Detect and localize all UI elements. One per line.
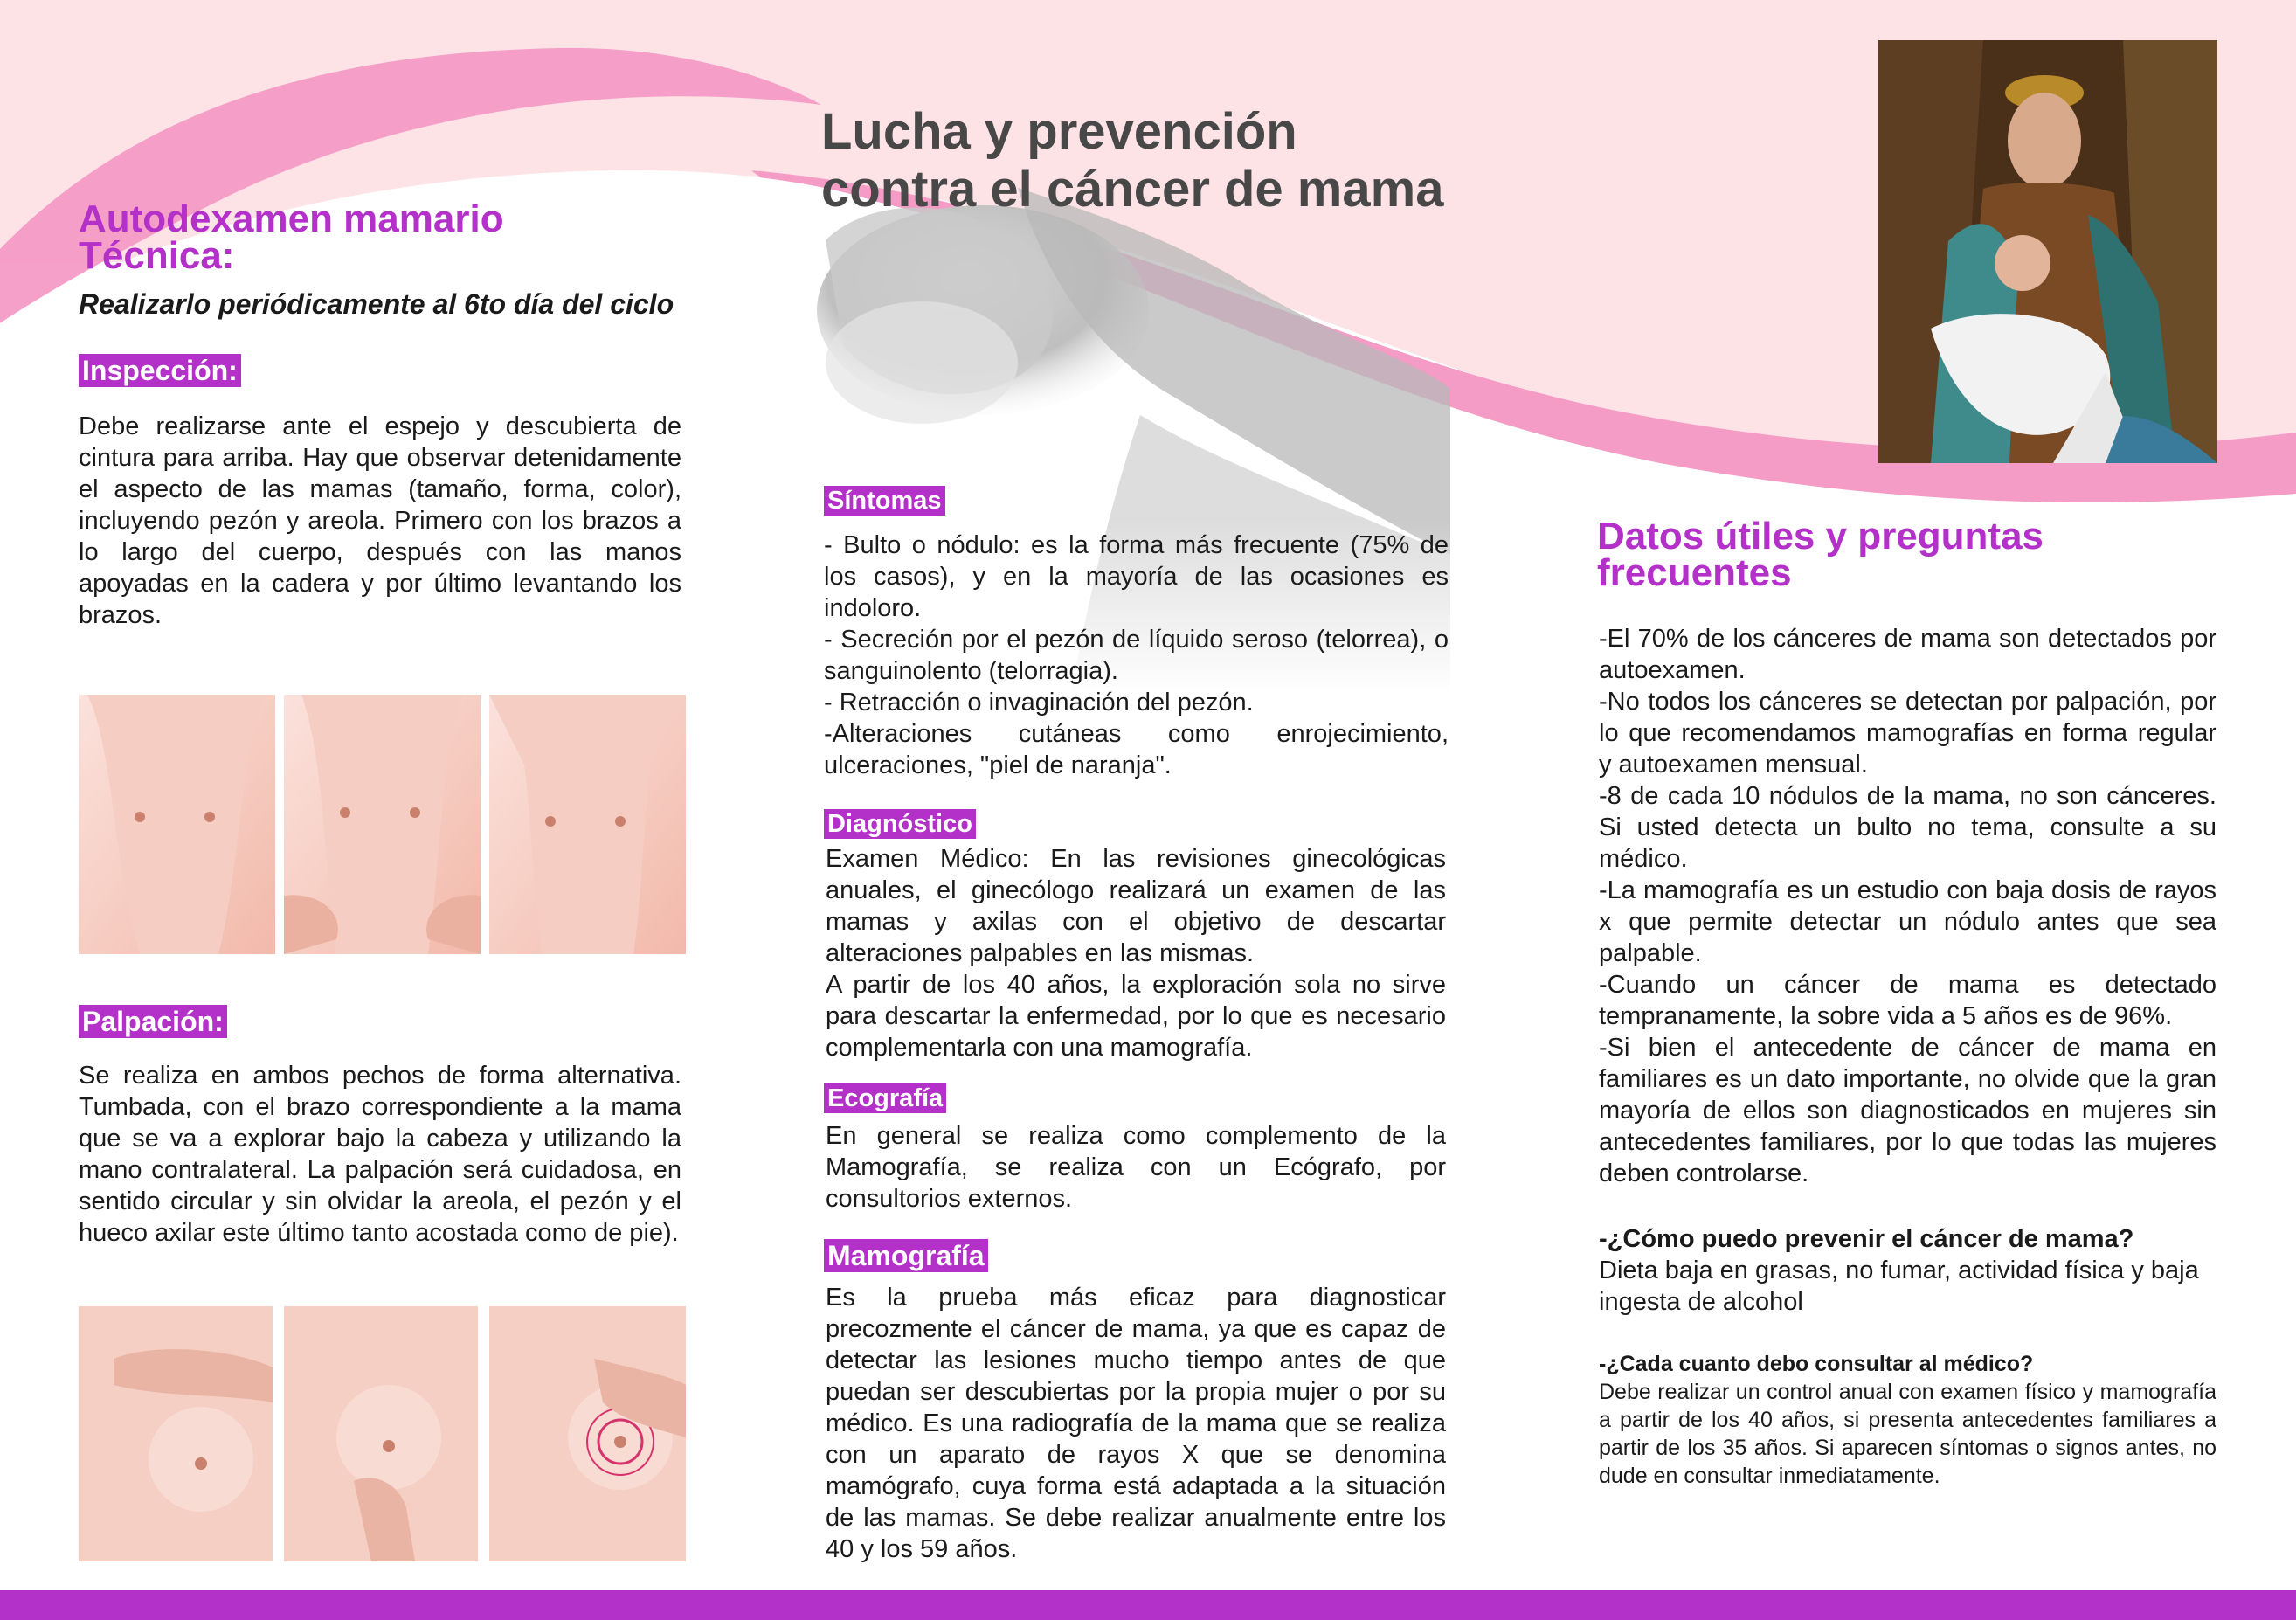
ultrasound-label: Ecografía: [824, 1083, 946, 1113]
left-subheading: Realizarlo periódicamente al 6to día del ciclo: [79, 288, 674, 320]
palpation-text: Se realiza en ambos pechos de forma alternativa. Tumbada, con el brazo correspondiente a la mama que se va a explorar bajo la cabeza y utilizando la mano contralateral. La palpación será cuidadosa, en sentido circular y sin olvidar la areola, el pezón y el hueco axilar este último tanto acostada como de pie).: [79, 1062, 681, 1247]
mammography-label: Mamografía: [824, 1239, 988, 1272]
inspection-label: Inspección:: [79, 354, 241, 387]
symptoms-text: [824, 530, 1449, 781]
faq-answer-prevention: Dieta baja en grasas, no fumar, actividad física y baja ingesta de alcohol: [1599, 1257, 2199, 1316]
facts-list: [1599, 623, 2216, 1189]
symptom-line: - Retracción o invaginación del pezón.: [824, 689, 1254, 717]
symptom-line: - Bulto o nódulo: es la forma más frecuente (75% de los casos), y en la mayoría de las ocasiones es indoloro.: [824, 531, 1449, 622]
inspection-figure-arms-down: [79, 695, 275, 954]
fact-item: -El 70% de los cánceres de mama son detectados por autoexamen.: [1599, 625, 2216, 684]
right-heading-line2: frecuentes: [1597, 551, 1792, 594]
left-heading-line1: Autodexamen mamario: [79, 197, 504, 240]
symptom-line: -Alteraciones cutáneas como enrojecimiento, ulceraciones, "piel de naranja".: [824, 720, 1449, 779]
fact-item: -8 de cada 10 nódulos de la mama, no son cánceres. Si usted detecta un bulto no tema, consulte a su médico.: [1599, 782, 2216, 873]
right-heading-line1: Datos útiles y preguntas: [1597, 515, 2044, 557]
diagnosis-text: [826, 843, 1446, 1063]
inspection-text: Debe realizarse ante el espejo y descubierta de cintura para arriba. Hay que observar detenidamente el aspecto de las mamas (tamaño, forma, color), incluyendo pezón y areola. Primero con los brazos a lo largo del cuerpo, después con las manos apoyadas en la cadera y por último levantando los brazos.: [79, 412, 681, 629]
faq-question-frequency: -¿Cada cuanto debo consultar al médico?: [1599, 1352, 2034, 1376]
faq-question-prevention: -¿Cómo puedo prevenir el cáncer de mama?: [1599, 1225, 2134, 1253]
diagnosis-line: Examen Médico: En las revisiones ginecológicas anuales, el ginecólogo realizará un examen de las mamas y axilas con el objetivo de descartar alteraciones palpables en las mismas.: [826, 845, 1446, 967]
bottom-accent-bar: [0, 1590, 2296, 1620]
fact-item: -La mamografía es un estudio con baja dosis de rayos x que permite detectar un nódulo antes que sea palpable.: [1599, 876, 2216, 967]
page-title-line1: Lucha y prevención: [821, 103, 1297, 160]
palpation-figure-1: [79, 1306, 273, 1561]
fact-item: -Si bien el antecedente de cáncer de mama en familiares es un dato importante, no olvide que la gran mayoría de ellos son diagnosticados en mujeres sin antecedentes familiares, por lo que todas las mujeres deben controlarse.: [1599, 1034, 2216, 1187]
ultrasound-text: En general se realiza como complemento de la Mamografía, se realiza con un Ecógrafo, por consultorios externos.: [826, 1122, 1446, 1213]
inspection-figure-hands-on-hips: [284, 695, 481, 954]
diagnosis-line: A partir de los 40 años, la exploración sola no sirve para descartar la enfermedad, por lo que es necesario complementarla con una mamografía.: [826, 971, 1446, 1062]
left-heading-line2: Técnica:: [79, 234, 235, 277]
palpation-figure-3: [489, 1306, 686, 1561]
mammography-text: Es la prueba más eficaz para diagnosticar precozmente el cáncer de mama, ya que es capaz de detectar las lesiones mucho tiempo antes de que puedan ser descubiertas por la propia mujer o por su médico. Es una radiografía de la mama que se realiza con un aparato de rayos X que se denomina mamógrafo, cuya forma está adaptada a la situación de las mamas. Se debe realizar anualmente entre los 40 y los 59 años.: [826, 1284, 1446, 1563]
palpation-figure-2: [284, 1306, 478, 1561]
fact-item: -No todos los cánceres se detectan por palpación, por lo que recomendamos mamografías en forma regular y autoexamen mensual.: [1599, 688, 2216, 779]
inspection-illustrations: [79, 695, 686, 954]
palpation-label: Palpación:: [79, 1005, 227, 1038]
diagnosis-label: Diagnóstico: [824, 809, 976, 839]
inspection-figure-arms-up: [489, 695, 686, 954]
painting-portrait: [1878, 40, 2217, 463]
symptoms-label: Síntomas: [824, 486, 945, 516]
faq-answer-frequency: Debe realizar un control anual con examen físico y mamografía a partir de los 40 años, si presenta antecedentes familiares a partir de los 35 años. Si aparecen síntomas o signos antes, no dude en consultar inmediatamente.: [1599, 1380, 2216, 1488]
fact-item: -Cuando un cáncer de mama es detectado tempranamente, la sobre vida a 5 años es de 96%.: [1599, 971, 2216, 1030]
page-title-line2: contra el cáncer de mama: [821, 161, 1444, 218]
symptom-line: - Secreción por el pezón de líquido seroso (telorrea), o sanguinolento (telorragia).: [824, 626, 1449, 685]
palpation-illustrations: [79, 1306, 686, 1561]
